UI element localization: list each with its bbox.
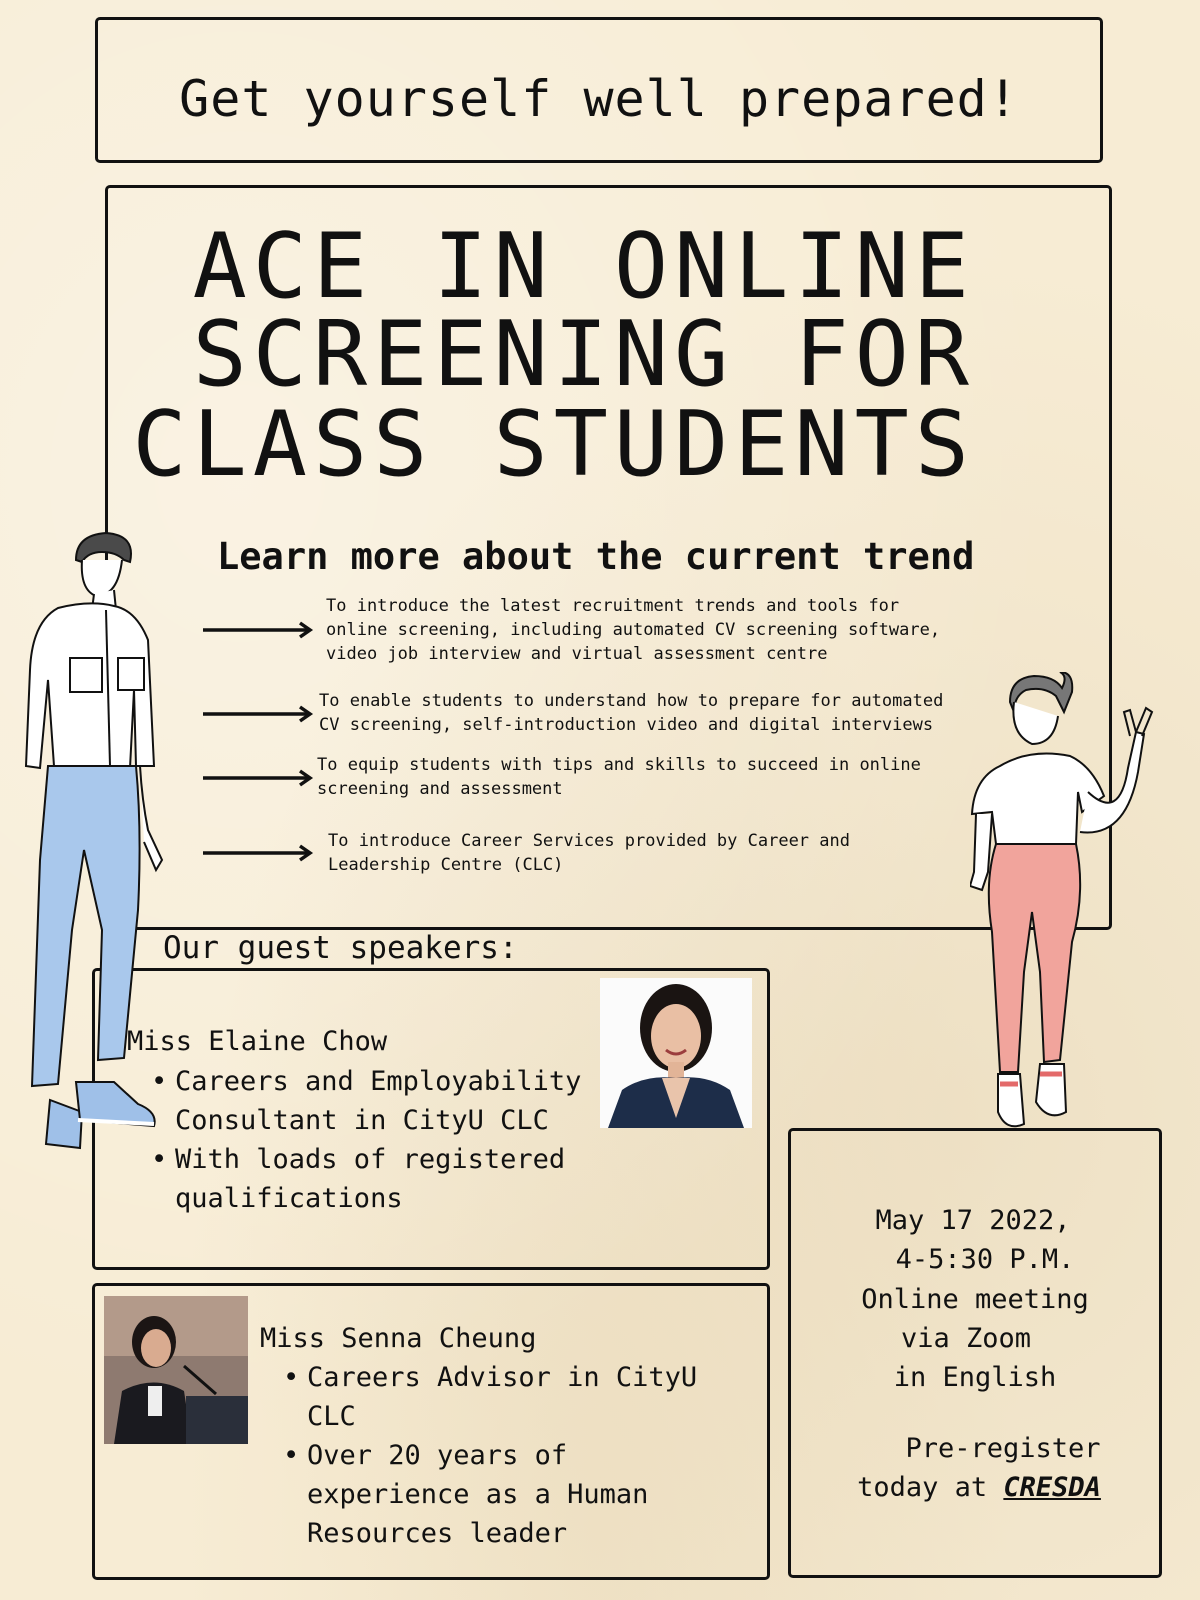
objectives-heading: Learn more about the current trend [217,535,975,578]
event-language: in English [893,1362,1057,1393]
event-date: May 17 2022, [875,1205,1071,1236]
objective-item: To introduce the latest recruitment trends and tools for online screening, including automated CV screening software, video job interview and virtual assessment centre [326,596,941,664]
tagline: Get yourself well prepared! [179,70,1019,128]
right-arrow-icon [203,704,318,724]
event-platform: via Zoom [900,1323,1032,1354]
objective-item: To equip students with tips and skills to succeed in online screening and assessment [317,755,921,799]
event-format: Online meeting [861,1284,1089,1315]
man-illustration [18,530,168,1175]
event-title-line-1: ACE IN ONLINE [192,214,975,319]
register-line [792,1472,1166,1503]
speaker-bullet: • With loads of registered qualifications [175,1140,565,1218]
right-arrow-icon [203,843,318,863]
cresda-link[interactable]: CRESDA [1003,1472,1101,1503]
speaker-bullet: • Careers and Employability Consultant in CityU CLC [175,1062,581,1140]
speaker-photo [600,978,752,1128]
speaker-bullet: • Careers Advisor in CityU CLC [307,1358,697,1436]
objective-item: To introduce Career Services provided by Career and Leadership Centre (CLC) [328,831,850,875]
event-time: 4-5:30 P.M. [895,1244,1075,1275]
right-arrow-icon [203,768,318,788]
speaker-bullet: • Over 20 years of experience as a Human Resources leader [307,1436,648,1553]
speakers-heading: Our guest speakers: [163,930,518,966]
register-prompt: Pre-register [905,1433,1101,1464]
header-box [95,17,1103,163]
speaker-photo [104,1296,248,1444]
objective-item: To enable students to understand how to prepare for automated CV screening, self-introduction video and digital interviews [319,691,944,735]
speaker-name: Miss Elaine Chow [127,1026,388,1057]
event-title-line-3: CLASS STUDENTS [132,392,975,497]
event-title-line-2: SCREENING FOR [192,302,975,407]
right-arrow-icon [203,620,318,640]
woman-peace-sign-illustration [970,672,1180,1162]
speaker-name: Miss Senna Cheung [260,1323,537,1354]
register-prefix: today at [857,1472,1004,1503]
